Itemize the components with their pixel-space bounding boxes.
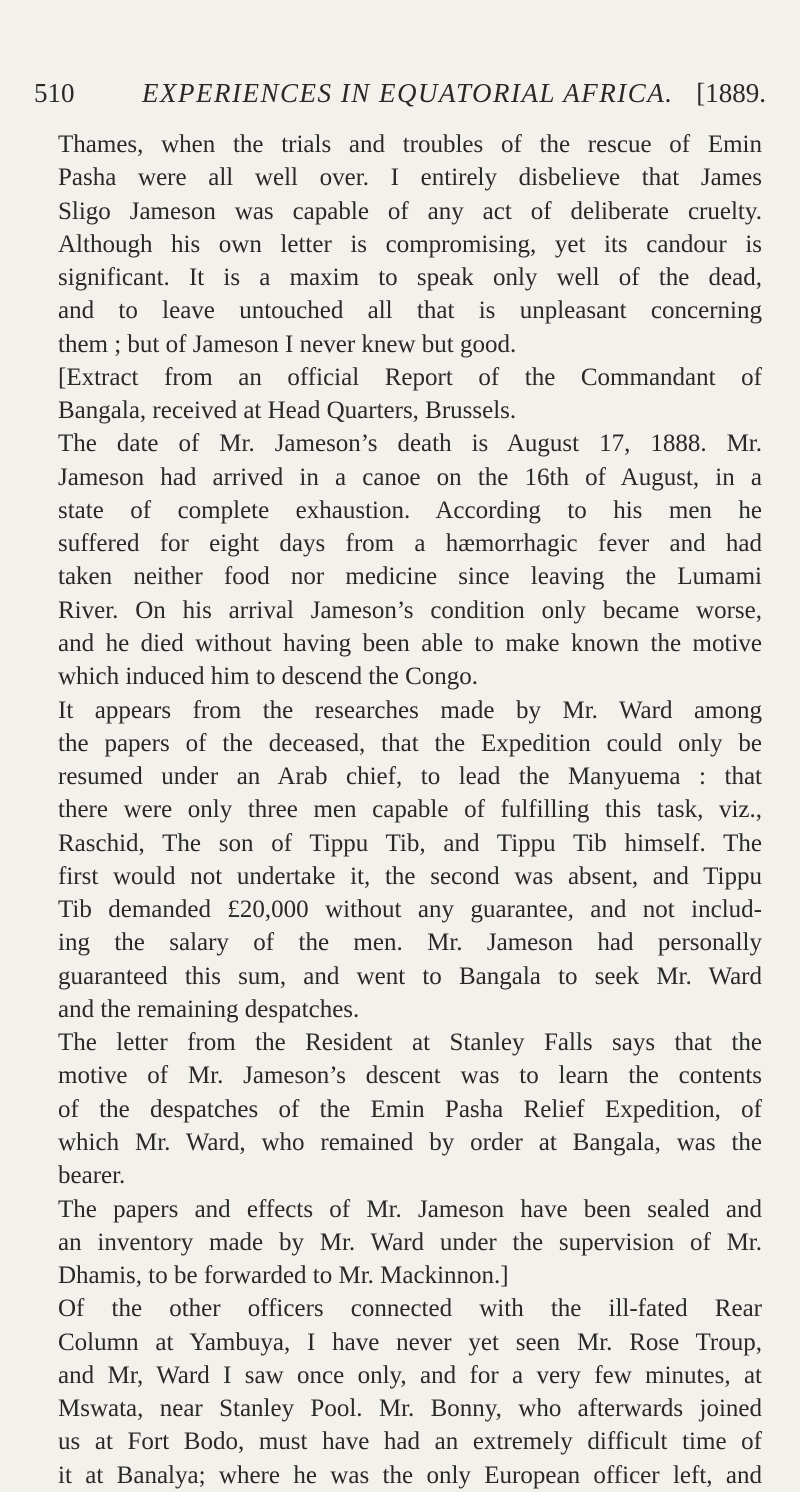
text-line: Tib demanded £20,000 without any guarantee, and not includ- [58, 896, 762, 924]
text-line: Of the other officers connected with the ill-fated Rear [58, 1295, 762, 1323]
text-line: us at Fort Bodo, must have had an extremely difficult time of [58, 1428, 762, 1456]
text-line: state of complete exhaustion. According to his men he [58, 496, 762, 524]
text-line: Dhamis, to be forwarded to Mr. Mackinnon.] [58, 1262, 509, 1290]
text-line: and the remaining despatches. [58, 995, 360, 1023]
text-line: Raschid, The son of Tippu Tib, and Tippu Tib himself. The [58, 829, 762, 857]
text-line: The letter from the Resident at Stanley Falls says that the [58, 1029, 762, 1057]
text-line: there were only three men capable of fulfilling this task, viz., [58, 796, 762, 824]
text-line: bearer. [58, 1162, 126, 1190]
text-line: them ; but of Jameson I never knew but good. [58, 330, 517, 358]
text-line: and Mr, Ward I saw once only, and for a very few minutes, at [58, 1361, 762, 1389]
text-line: of the despatches of the Emin Pasha Relief Expedition, of [58, 1095, 762, 1123]
text-line: the papers of the deceased, that the Expedition could only be [58, 729, 762, 757]
text-line: Column at Yambuya, I have never yet seen Mr. Rose Troup, [58, 1328, 762, 1356]
text-line: [Extract from an official Report of the Commandant of [58, 363, 762, 391]
text-line: ing the salary of the men. Mr. Jameson had personally [58, 929, 762, 957]
text-line: which induced him to descend the Congo. [58, 663, 479, 691]
text-line: resumed under an Arab chief, to lead the Manyuema : that [58, 763, 762, 791]
text-line: Thames, when the trials and troubles of the rescue of Emin [58, 131, 762, 158]
page-number: 510 [34, 78, 75, 108]
text-line: an inventory made by Mr. Ward under the supervision of Mr. [58, 1228, 762, 1256]
text-line: River. On his arrival Jameson’s condition only became worse, [58, 596, 762, 624]
text-line: motive of Mr. Jameson’s descent was to learn the contents [58, 1062, 762, 1090]
text-line: it at Banalya; where he was the only European officer left, and [58, 1461, 762, 1489]
text-line: and to leave untouched all that is unpleasant concerning [58, 297, 762, 325]
text-line: The date of Mr. Jameson’s death is August 17, 1888. Mr. [58, 430, 762, 458]
text-line: Although his own letter is compromising, yet its candour is [58, 230, 762, 258]
text-line: guaranteed this sum, and went to Bangala to seek Mr. Ward [58, 962, 762, 990]
text-line: and he died without having been able to make known the motive [58, 629, 762, 657]
text-line: significant. It is a maxim to speak only well of the dead, [58, 264, 762, 292]
text-line: taken neither food nor medicine since leaving the Lumami [58, 563, 762, 591]
running-title: EXPERIENCES IN EQUATORIAL AFRICA. [142, 78, 674, 108]
text-line: Mswata, near Stanley Pool. Mr. Bonny, who afterwards joined [58, 1395, 762, 1423]
text-line: Bangala, received at Head Quarters, Brussels. [58, 397, 517, 425]
text-line: The papers and effects of Mr. Jameson have been sealed and [58, 1195, 762, 1223]
text-line: which Mr. Ward, who remained by order at Bangala, was the [58, 1128, 762, 1156]
running-header [34, 76, 766, 110]
text-line: Sligo Jameson was capable of any act of deliberate cruelty. [58, 197, 762, 225]
text-line: suffered for eight days from a hæmorrhagic fever and had [58, 530, 762, 558]
text-line: Jameson had arrived in a canoe on the 16th of August, in a [58, 463, 762, 491]
body-text [58, 128, 762, 1492]
text-line: It appears from the researches made by Mr. Ward among [58, 696, 762, 724]
text-line: first would not undertake it, the second was absent, and Tippu [58, 862, 762, 890]
text-line: Pasha were all well over. I entirely disbelieve that James [58, 164, 762, 192]
year-marker: [1889. [696, 78, 766, 108]
